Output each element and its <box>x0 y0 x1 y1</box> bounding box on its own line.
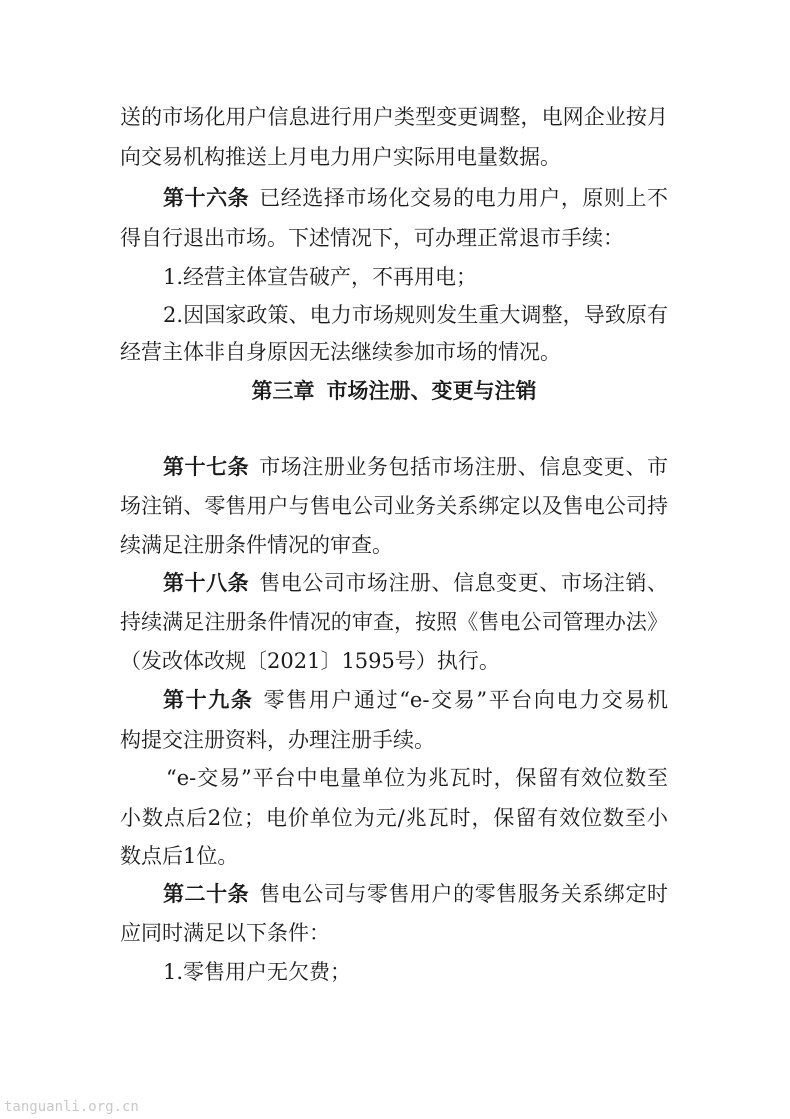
paragraph-line: 得自行退出市场。下述情况下，可办理正常退市手续： <box>120 226 624 250</box>
article-number: 第二十条 <box>163 881 250 906</box>
chapter-title: 市场注册、变更与注销 <box>326 379 537 403</box>
paragraph-line: “e-交易”平台中电量单位为兆瓦时，保留有效位数至 <box>166 766 668 790</box>
paragraph-line: 小数点后2位；电价单位为元/兆瓦时，保留有效位数至小 <box>120 806 668 830</box>
article-text: 已经选择市场化交易的电力用户，原则上不 <box>259 186 669 210</box>
list-item: 2.因国家政策、电力市场规则发生重大调整，导致原有 <box>163 303 668 327</box>
paragraph-line: 续满足注册条件情况的审查。 <box>120 533 393 557</box>
chapter-heading <box>120 377 668 405</box>
list-item: 1.经营主体宣告破产，不再用电； <box>163 265 478 289</box>
article-17-line <box>163 454 668 480</box>
paragraph-line: 向交易机构推送上月电力用户实际用电量数据。 <box>120 145 561 169</box>
article-number: 第十六条 <box>163 185 250 210</box>
paragraph-line: 场注销、零售用户与售电公司业务关系绑定以及售电公司持 <box>120 494 668 518</box>
paragraph-line: 数点后1位。 <box>120 844 239 868</box>
article-number: 第十七条 <box>163 454 250 479</box>
article-text: 售电公司与零售用户的零售服务关系绑定时 <box>259 882 669 906</box>
paragraph-line: （发改体改规〔2021〕1595号）执行。 <box>120 649 500 673</box>
article-18-line <box>163 570 668 596</box>
article-text: 市场注册业务包括市场注册、信息变更、市 <box>259 455 669 479</box>
paragraph-line: 经营主体非自身原因无法继续参加市场的情况。 <box>120 340 561 364</box>
watermark: tanguanli.org.cn <box>4 1099 139 1115</box>
article-number: 第十九条 <box>163 687 254 712</box>
paragraph-line: 送的市场化用户信息进行用户类型变更调整，电网企业按月 <box>120 105 668 129</box>
chapter-number: 第三章 <box>251 379 315 403</box>
article-16-line <box>163 185 668 211</box>
paragraph-line: 构提交注册资料，办理注册手续。 <box>120 728 435 752</box>
article-19-line <box>163 687 668 713</box>
paragraph-line: 持续满足注册条件情况的审查，按照《售电公司管理办法》 <box>120 610 668 634</box>
list-item: 1.零售用户无欠费； <box>163 960 352 984</box>
paragraph-line: 应同时满足以下条件： <box>120 921 330 945</box>
article-text: 零售用户通过“e-交易”平台向电力交易机 <box>263 688 669 712</box>
article-number: 第十八条 <box>163 570 250 595</box>
article-20-line <box>163 881 668 907</box>
article-text: 售电公司市场注册、信息变更、市场注销、 <box>259 571 669 595</box>
